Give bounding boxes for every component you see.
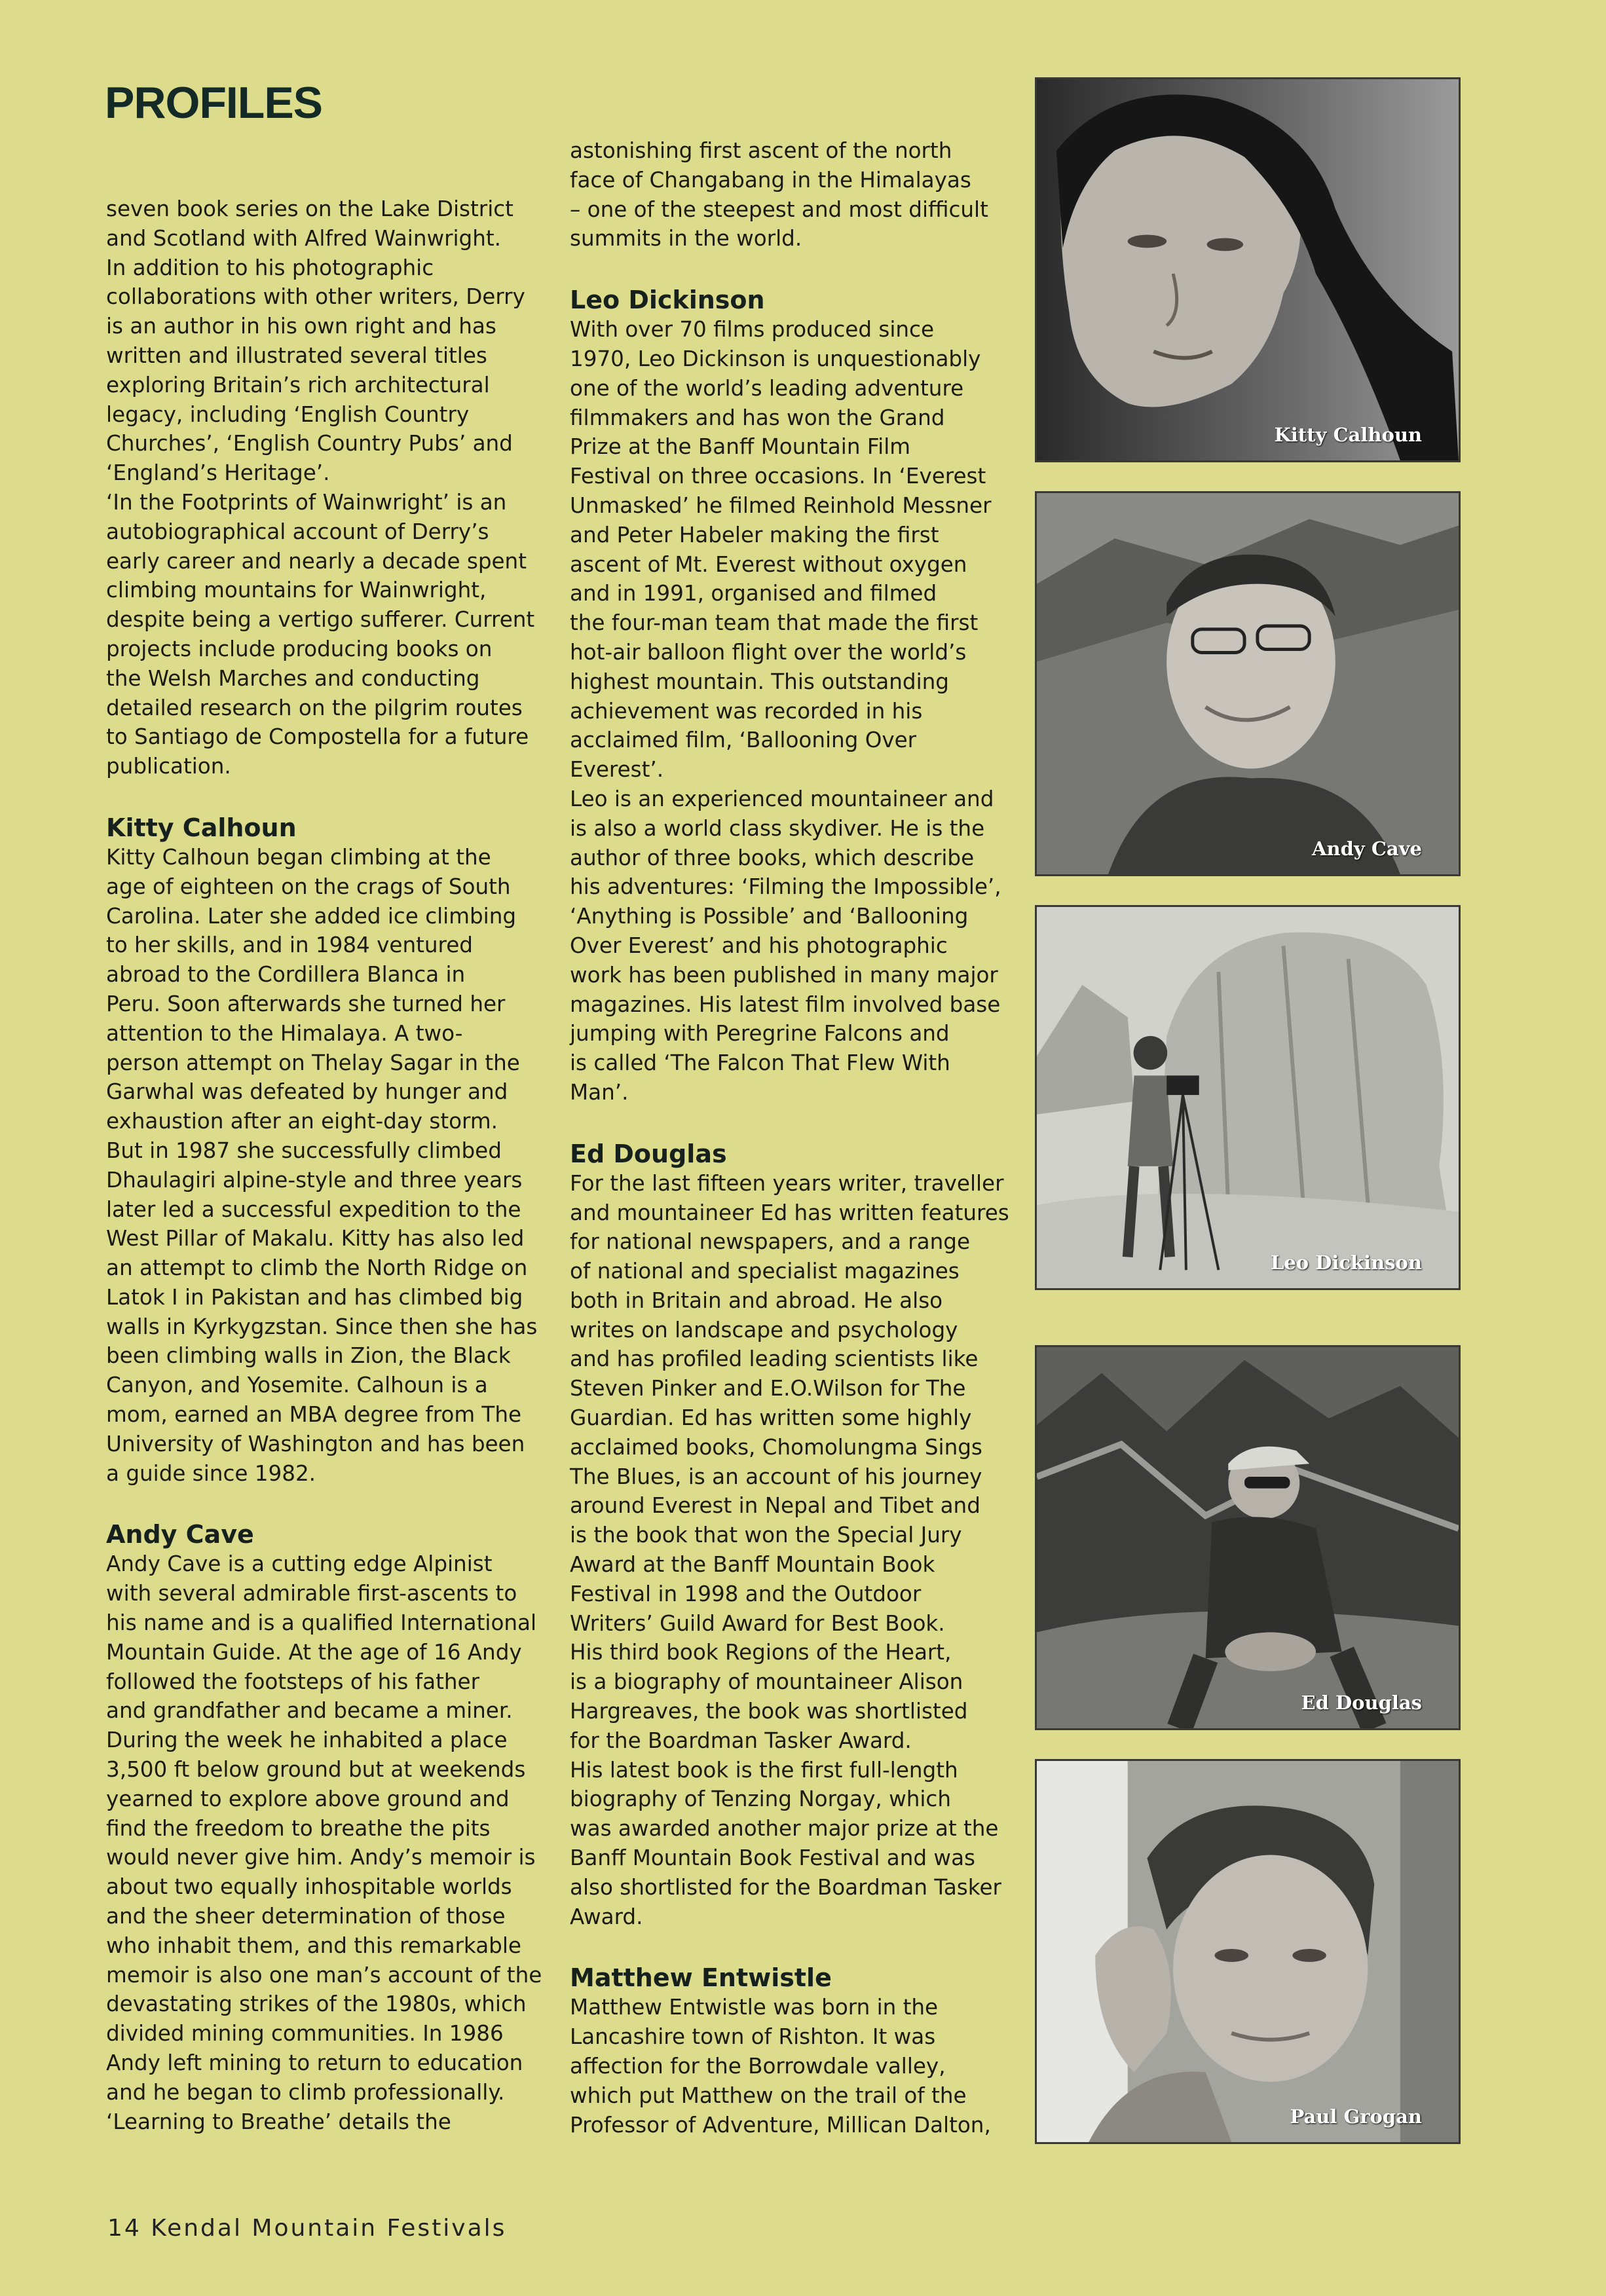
- text-line: author of three books, which describe: [570, 845, 975, 870]
- text-line: Latok I in Pakistan and has climbed big: [106, 1284, 523, 1310]
- profile-heading-matthew-entwistle: Matthew Entwistle: [570, 1963, 832, 1993]
- text-column-middle: [570, 136, 1022, 2139]
- photo-caption: Paul Grogan: [1290, 2105, 1422, 2128]
- text-line: 3,500 ft below ground but at weekends: [106, 1757, 526, 1783]
- text-line: detailed research on the pilgrim routes: [106, 695, 523, 720]
- text-line: ‘England’s Heritage’.: [106, 460, 330, 486]
- portrait-image: [1037, 907, 1459, 1288]
- text-line: His latest book is the first full-length: [570, 1757, 958, 1783]
- portrait-image: [1037, 79, 1459, 460]
- photo-andy-cave: [1035, 491, 1461, 876]
- profile-heading-andy-cave: Andy Cave: [106, 1520, 254, 1549]
- text-line: Kitty Calhoun began climbing at the: [106, 844, 491, 870]
- text-line: ‘Anything is Possible’ and ‘Ballooning: [570, 904, 969, 929]
- text-line: and mountaineer Ed has written features: [570, 1200, 1009, 1225]
- text-line: and Peter Habeler making the first: [570, 522, 939, 547]
- text-line: acclaimed books, Chomolungma Sings: [570, 1434, 982, 1460]
- text-line: magazines. His latest film involved base: [570, 991, 1001, 1017]
- photo-kitty-calhoun: [1035, 77, 1461, 462]
- text-line: been climbing walls in Zion, the Black: [106, 1343, 511, 1369]
- kitty-calhoun-paragraph: [106, 843, 538, 1489]
- text-line: Professor of Adventure, Millican Dalton,: [570, 2112, 991, 2138]
- text-line: is also a world class skydiver. He is the: [570, 815, 985, 841]
- page-title: PROFILES: [105, 78, 323, 128]
- text-line: During the week he inhabited a place: [106, 1728, 508, 1753]
- text-line: and grandfather and became a miner.: [106, 1698, 513, 1724]
- text-line: West Pillar of Makalu. Kitty has also led: [106, 1226, 525, 1251]
- profile-heading-leo-dickinson: Leo Dickinson: [570, 286, 765, 315]
- text-line: a guide since 1982.: [106, 1460, 316, 1486]
- text-line: filmmakers and has won the Grand: [570, 405, 945, 430]
- text-line: Mountain Guide. At the age of 16 Andy: [106, 1639, 522, 1665]
- andy-cave-continued-paragraph: [570, 136, 1022, 253]
- text-line: for national newspapers, and a range: [570, 1229, 970, 1255]
- text-line: followed the footsteps of his father: [106, 1669, 479, 1694]
- text-line: publication.: [106, 754, 231, 779]
- text-line: The Blues, is an account of his journey: [570, 1464, 982, 1489]
- text-line: achievement was recorded in his: [570, 698, 923, 724]
- text-line: jumping with Peregrine Falcons and: [570, 1021, 950, 1046]
- profile-heading-ed-douglas: Ed Douglas: [570, 1139, 727, 1168]
- text-line: mom, earned an MBA degree from The: [106, 1402, 522, 1428]
- text-line: biography of Tenzing Norgay, which: [570, 1787, 951, 1812]
- text-line: walls in Kyrkygzstan. Since then she has: [106, 1314, 538, 1339]
- text-line: ‘Learning to Breathe’ details the: [106, 2109, 451, 2134]
- text-line: would never give him. Andy’s memoir is: [106, 1845, 536, 1870]
- text-line: summits in the world.: [570, 226, 802, 251]
- photo-caption: Kitty Calhoun: [1274, 424, 1422, 446]
- text-line: and has profiled leading scientists like: [570, 1346, 979, 1372]
- text-line: the four-man team that made the first: [570, 610, 979, 636]
- text-line: astonishing first ascent of the north: [570, 138, 952, 163]
- leo-dickinson-paragraph: [570, 315, 1022, 1107]
- text-line: Garwhal was defeated by hunger and: [106, 1079, 508, 1105]
- text-line: seven book series on the Lake District: [106, 196, 514, 221]
- text-line: for the Boardman Tasker Award.: [570, 1728, 912, 1753]
- text-line: Unmasked’ he filmed Reinhold Messner: [570, 492, 992, 518]
- text-line: Carolina. Later she added ice climbing: [106, 903, 517, 929]
- text-line: to her skills, and in 1984 ventured: [106, 933, 473, 958]
- text-line: memoir is also one man’s account of the: [106, 1962, 542, 1988]
- text-line: his name and is a qualified International: [106, 1610, 537, 1636]
- text-line: to Santiago de Compostella for a future: [106, 724, 529, 750]
- text-line: Man’.: [570, 1079, 629, 1105]
- text-line: Everest’.: [570, 757, 664, 783]
- text-line: around Everest in Nepal and Tibet and: [570, 1493, 980, 1519]
- text-line: His third book Regions of the Heart,: [570, 1640, 952, 1665]
- text-line: – one of the steepest and most difficult: [570, 196, 988, 222]
- text-line: written and illustrated several titles: [106, 343, 487, 368]
- text-line: exploring Britain’s rich architectural: [106, 372, 490, 398]
- text-line: Writers’ Guild Award for Best Book.: [570, 1610, 945, 1636]
- text-line: Guardian. Ed has written some highly: [570, 1405, 972, 1431]
- text-line: who inhabit them, and this remarkable: [106, 1933, 521, 1958]
- text-line: also shortlisted for the Boardman Tasker: [570, 1874, 1001, 1900]
- photo-caption: Leo Dickinson: [1270, 1251, 1422, 1274]
- text-line: and he began to climb professionally.: [106, 2079, 505, 2105]
- text-line: exhaustion after an eight-day storm.: [106, 1109, 498, 1134]
- text-line: affection for the Borrowdale valley,: [570, 2054, 946, 2079]
- portrait-image: [1037, 493, 1459, 874]
- photo-caption: Andy Cave: [1312, 838, 1422, 860]
- andy-cave-paragraph: [106, 1549, 542, 2136]
- text-line: and Scotland with Alfred Wainwright.: [106, 225, 502, 251]
- text-line: collaborations with other writers, Derry: [106, 284, 525, 310]
- text-line: early career and nearly a decade spent: [106, 548, 527, 574]
- text-line: With over 70 films produced since: [570, 317, 935, 343]
- text-line: But in 1987 she successfully climbed: [106, 1138, 502, 1163]
- text-column-left: [106, 194, 542, 2136]
- photo-caption: Ed Douglas: [1301, 1692, 1422, 1714]
- text-line: University of Washington and has been: [106, 1431, 525, 1456]
- text-line: attention to the Himalaya. A two-: [106, 1020, 463, 1046]
- text-line: Hargreaves, the book was shortlisted: [570, 1699, 968, 1724]
- text-line: one of the world’s leading adventure: [570, 375, 964, 401]
- text-line: person attempt on Thelay Sagar in the: [106, 1050, 520, 1075]
- profile-heading-kitty-calhoun: Kitty Calhoun: [106, 813, 297, 842]
- photo-paul-grogan: [1035, 1759, 1461, 2144]
- text-line: both in Britain and abroad. He also: [570, 1287, 943, 1313]
- portrait-image: [1037, 1347, 1459, 1728]
- text-line: the Welsh Marches and conducting: [106, 665, 480, 691]
- text-line: Peru. Soon afterwards she turned her: [106, 991, 506, 1016]
- text-line: Over Everest’ and his photographic: [570, 933, 948, 958]
- text-line: age of eighteen on the crags of South: [106, 874, 511, 899]
- matthew-entwistle-paragraph: [570, 1993, 1022, 2139]
- text-line: 1970, Leo Dickinson is unquestionably: [570, 346, 981, 371]
- text-line: Banff Mountain Book Festival and was: [570, 1845, 975, 1871]
- text-line: ascent of Mt. Everest without oxygen: [570, 551, 967, 577]
- text-line: Lancashire town of Rishton. It was: [570, 2024, 936, 2050]
- text-line: and the sheer determination of those: [106, 1904, 506, 1929]
- text-line: hot-air balloon flight over the world’s: [570, 639, 967, 665]
- text-line: Dhaulagiri alpine-style and three years: [106, 1167, 523, 1193]
- text-line: yearned to explore above ground and: [106, 1786, 510, 1811]
- text-line: an attempt to climb the North Ridge on: [106, 1255, 528, 1281]
- text-line: Prize at the Banff Mountain Film: [570, 434, 911, 460]
- text-line: Matthew Entwistle was born in the: [570, 1995, 939, 2020]
- text-line: Award at the Banff Mountain Book: [570, 1552, 935, 1578]
- text-line: Festival in 1998 and the Outdoor: [570, 1581, 922, 1606]
- text-line: is the book that won the Special Jury: [570, 1523, 962, 1548]
- portrait-image: [1037, 1761, 1459, 2142]
- photo-leo-dickinson: [1035, 905, 1461, 1290]
- derry-continued-paragraph: [106, 194, 538, 781]
- text-line: abroad to the Cordillera Blanca in: [106, 962, 466, 988]
- text-line: Andy left mining to return to education: [106, 2050, 523, 2076]
- text-line: highest mountain. This outstanding: [570, 669, 949, 694]
- text-line: find the freedom to breathe the pits: [106, 1815, 491, 1841]
- text-line: writes on landscape and psychology: [570, 1317, 958, 1342]
- text-line: his adventures: ‘Filming the Impossible’,: [570, 874, 1001, 900]
- text-line: face of Changabang in the Himalayas: [570, 167, 971, 193]
- text-line: devastating strikes of the 1980s, which: [106, 1991, 527, 2017]
- text-line: despite being a vertigo sufferer. Current: [106, 607, 535, 633]
- text-line: later led a successful expedition to the: [106, 1196, 521, 1222]
- text-line: about two equally inhospitable worlds: [106, 1874, 512, 1900]
- text-line: Festival on three occasions. In ‘Everest: [570, 464, 986, 489]
- text-line: climbing mountains for Wainwright,: [106, 578, 487, 603]
- text-line: and in 1991, organised and filmed: [570, 581, 937, 606]
- text-line: autobiographical account of Derry’s: [106, 519, 489, 544]
- page-footer: 14 Kendal Mountain Festivals: [107, 2215, 507, 2242]
- text-line: Award.: [570, 1904, 643, 1929]
- text-line: legacy, including ‘English Country: [106, 401, 470, 427]
- text-line: is an author in his own right and has: [106, 314, 496, 339]
- text-line: acclaimed film, ‘Ballooning Over: [570, 728, 917, 753]
- text-line: was awarded another major prize at the: [570, 1816, 999, 1842]
- text-line: Andy Cave is a cutting edge Alpinist: [106, 1551, 493, 1577]
- text-line: Canyon, and Yosemite. Calhoun is a: [106, 1373, 488, 1398]
- text-line: In addition to his photographic: [106, 255, 434, 280]
- text-line: For the last fifteen years writer, traveller: [570, 1170, 1004, 1196]
- text-line: with several admirable first-ascents to: [106, 1581, 517, 1606]
- text-line: is called ‘The Falcon That Flew With: [570, 1050, 950, 1076]
- text-line: work has been published in many major: [570, 962, 998, 988]
- text-line: Steven Pinker and E.O.Wilson for The: [570, 1376, 966, 1401]
- text-line: which put Matthew on the trail of the: [570, 2083, 967, 2108]
- photo-ed-douglas: [1035, 1345, 1461, 1730]
- text-line: is a biography of mountaineer Alison: [570, 1669, 963, 1695]
- text-line: ‘In the Footprints of Wainwright’ is an: [106, 489, 507, 515]
- text-line: divided mining communities. In 1986: [106, 2021, 504, 2046]
- text-line: of national and specialist magazines: [570, 1259, 960, 1284]
- text-line: projects include producing books on: [106, 636, 493, 661]
- ed-douglas-paragraph: [570, 1169, 1022, 1932]
- text-line: Leo is an experienced mountaineer and: [570, 786, 994, 811]
- text-line: Churches’, ‘English Country Pubs’ and: [106, 431, 513, 456]
